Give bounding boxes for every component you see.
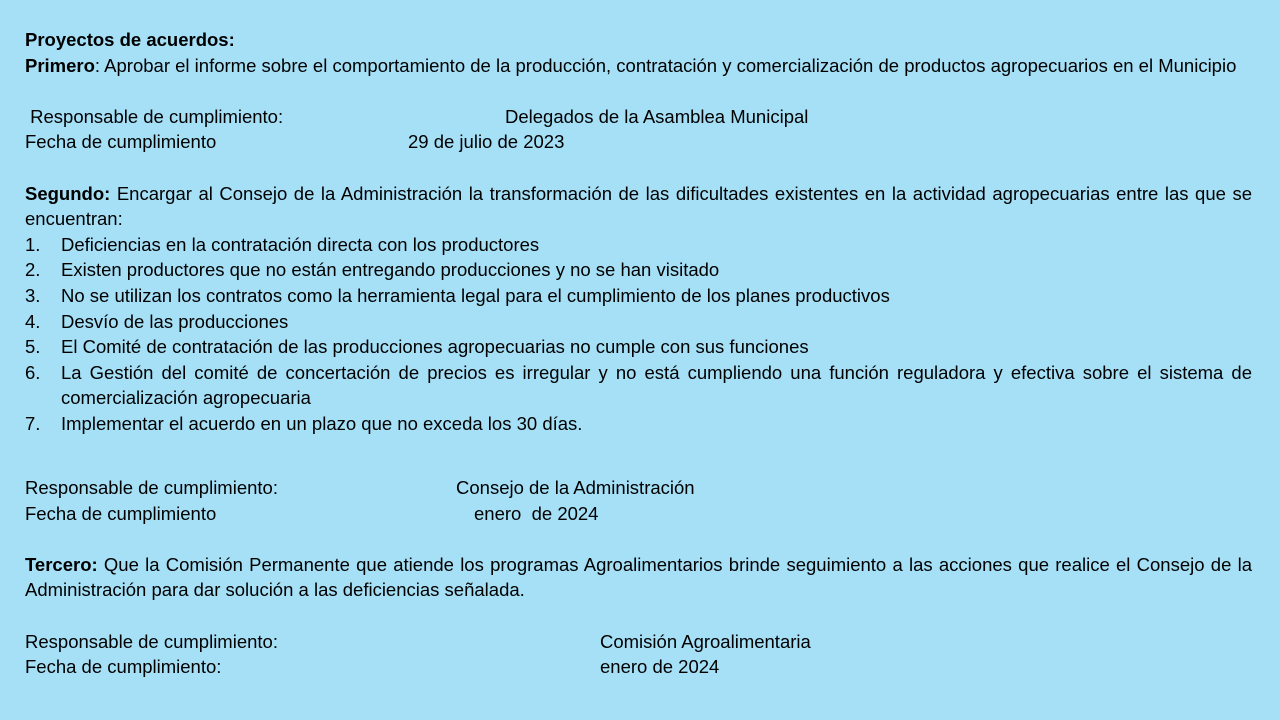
list-item <box>25 334 1252 360</box>
agreement-primero-text: : Aprobar el informe sobre el comportamiento de la producción, contratación y comercialización de productos agropecuarios en el Municipio <box>94 54 1237 76</box>
fecha-value: enero de 2024 <box>474 502 599 524</box>
primero-responsable-row <box>25 104 1252 130</box>
list-item-text: Desvío de las producciones <box>61 310 289 332</box>
fecha-value: 29 de julio de 2023 <box>408 131 565 153</box>
tercero-responsable-row <box>25 629 1252 655</box>
list-item-number: 4. <box>25 310 41 332</box>
tercero-fecha-row <box>25 654 1252 680</box>
difficulties-list <box>25 232 1252 437</box>
list-item-number: 2. <box>25 259 41 281</box>
list-item <box>25 360 1252 411</box>
agreement-tercero-label: Tercero: <box>25 553 98 575</box>
fecha-label: Fecha de cumplimiento <box>25 502 217 524</box>
agreement-primero <box>25 53 1252 79</box>
fecha-value: enero de 2024 <box>600 656 720 678</box>
list-item-text: El Comité de contratación de las producciones agropecuarias no cumple con sus funciones <box>61 336 809 358</box>
primero-fecha-row <box>25 129 1252 155</box>
list-item-number: 7. <box>25 412 41 434</box>
list-item-number: 6. <box>25 361 41 383</box>
agreement-segundo-text: Encargar al Consejo de la Administración la transformación de las dificultades existentes en la actividad agropecuarias entre las que se encuentran: <box>25 182 1252 230</box>
list-item-number: 5. <box>25 336 41 358</box>
responsable-value: Consejo de la Administración <box>456 477 695 499</box>
list-item <box>25 257 1252 283</box>
list-item <box>25 232 1252 258</box>
segundo-responsable-row <box>25 475 1252 501</box>
segundo-fecha-row <box>25 501 1252 527</box>
fecha-label: Fecha de cumplimiento <box>25 131 217 153</box>
list-item-text: Implementar el acuerdo en un plazo que no exceda los 30 días. <box>61 412 583 434</box>
responsable-value: Comisión Agroalimentaria <box>600 630 811 652</box>
responsable-label: Responsable de cumplimiento: <box>25 630 278 652</box>
responsable-value: Delegados de la Asamblea Municipal <box>505 105 809 127</box>
spacer <box>25 526 1252 552</box>
spacer <box>25 78 1252 104</box>
agreement-segundo <box>25 181 1252 232</box>
agreement-segundo-label: Segundo: <box>25 182 111 204</box>
spacer <box>25 603 1252 629</box>
list-item <box>25 283 1252 309</box>
list-item-text: Deficiencias en la contratación directa con los productores <box>61 233 540 255</box>
list-item-number: 1. <box>25 233 41 255</box>
agreement-tercero <box>25 552 1252 603</box>
list-item-text: La Gestión del comité de concertación de precios es irregular y no está cumpliendo una función reguladora y efectiva sobre el sistema de comercialización agropecuaria <box>61 361 1252 409</box>
list-item <box>25 309 1252 335</box>
responsable-label: Responsable de cumplimiento: <box>25 477 278 499</box>
agreement-primero-label: Primero <box>25 54 95 76</box>
list-item <box>25 411 1252 437</box>
list-item-number: 3. <box>25 284 41 306</box>
list-item-text: No se utilizan los contratos como la herramienta legal para el cumplimiento de los planes productivos <box>61 284 890 306</box>
document-heading: Proyectos de acuerdos: <box>25 29 235 50</box>
spacer <box>25 437 1252 463</box>
list-item-text: Existen productores que no están entregando producciones y no se han visitado <box>61 259 720 281</box>
document-body <box>25 27 1252 680</box>
fecha-label: Fecha de cumplimiento: <box>25 656 222 678</box>
spacer <box>25 462 1252 475</box>
spacer <box>25 155 1252 181</box>
responsable-label: Responsable de cumplimiento: <box>25 105 284 127</box>
agreement-tercero-text: Que la Comisión Permanente que atiende los programas Agroalimentarios brinde seguimiento a las acciones que realice el Consejo de la Administración para dar solución a las deficiencias señalada. <box>25 553 1252 601</box>
